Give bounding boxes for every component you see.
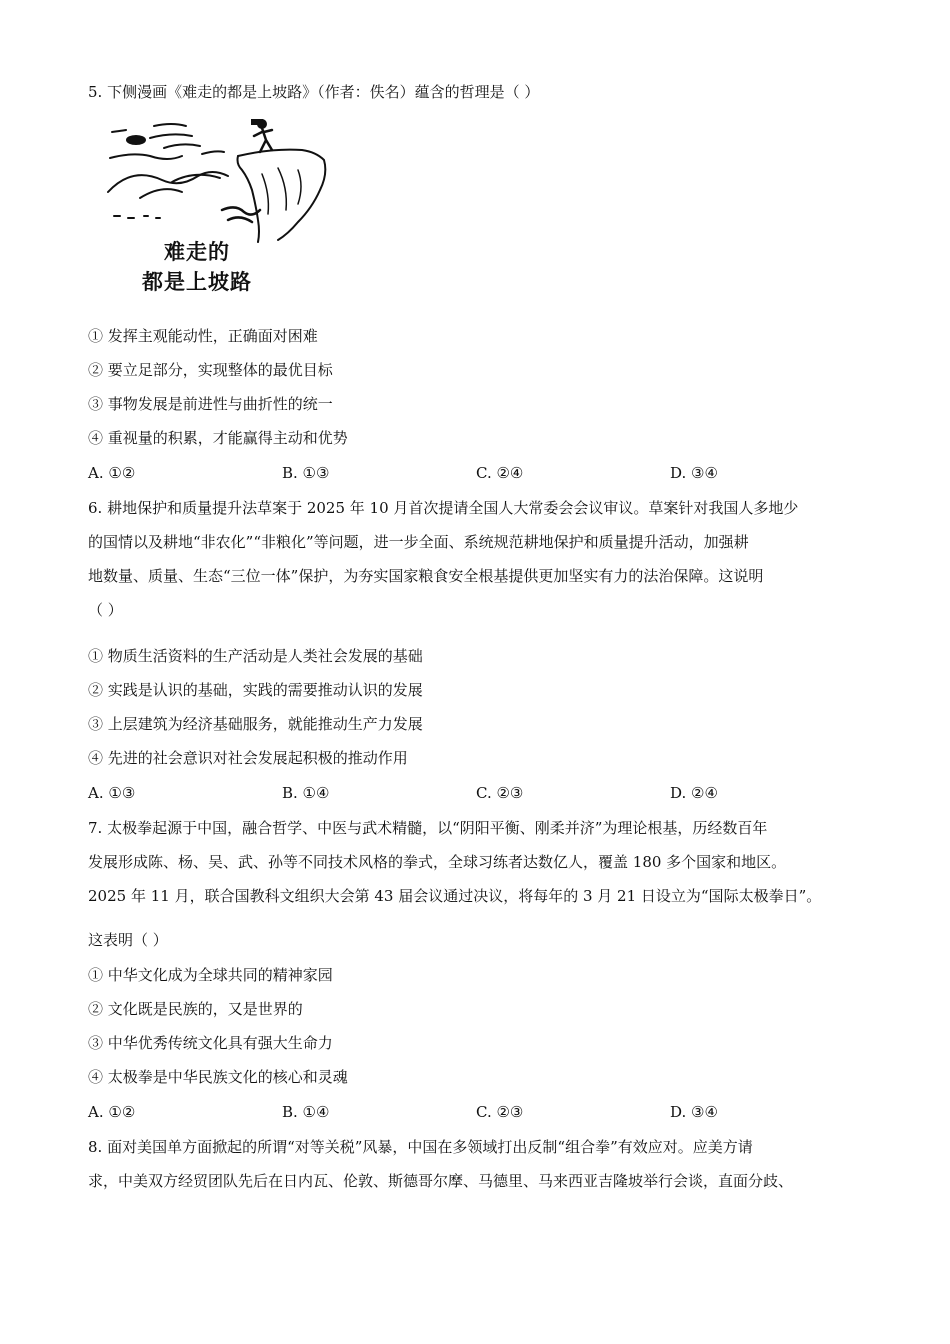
q5-option-c[interactable]: C. ②④ — [476, 464, 524, 482]
q7-stem-line-1: 7. 太极拳起源于中国，融合哲学、中医与武术精髓，以“阴阳平衡、刚柔并济”为理论根基，历经数百年 — [88, 819, 768, 837]
q6-stem-line-4: （ ） — [88, 601, 123, 619]
q7-item-1: ① 中华文化成为全球共同的精神家园 — [88, 966, 333, 984]
q7-option-b[interactable]: B. ①④ — [282, 1103, 330, 1121]
q5-option-b[interactable]: B. ①③ — [282, 464, 330, 482]
q6-item-1: ① 物质生活资料的生产活动是人类社会发展的基础 — [88, 647, 423, 665]
q7-stem-line-3: 2025 年 11 月，联合国教科文组织大会第 43 届会议通过决议，将每年的 3 月 21 日设立为“国际太极拳日”。 — [88, 887, 822, 905]
q6-stem-line-3: 地数量、质量、生态“三位一体”保护，为夯实国家粮食安全根基提供更加坚实有力的法治保障。这说明 — [88, 567, 764, 585]
q6-option-d[interactable]: D. ②④ — [670, 784, 718, 802]
q7-stem-line-4: 这表明（ ） — [88, 931, 168, 949]
q6-item-4: ④ 先进的社会意识对社会发展起积极的推动作用 — [88, 749, 408, 767]
q8-stem-line-2: 求，中美双方经贸团队先后在日内瓦、伦敦、斯德哥尔摩、马德里、马来西亚吉隆坡举行会谈，直面分歧、 — [88, 1172, 794, 1190]
q6-item-3: ③ 上层建筑为经济基础服务，就能推动生产力发展 — [88, 715, 423, 733]
q7-item-2: ② 文化既是民族的，又是世界的 — [88, 1000, 303, 1018]
q6-option-a[interactable]: A. ①③ — [88, 784, 136, 802]
q5-item-1: ① 发挥主观能动性，正确面对困难 — [88, 327, 318, 345]
q7-option-d[interactable]: D. ③④ — [670, 1103, 718, 1121]
q5-item-4: ④ 重视量的积累，才能赢得主动和优势 — [88, 429, 348, 447]
q7-item-4: ④ 太极拳是中华民族文化的核心和灵魂 — [88, 1068, 348, 1086]
q7-option-c[interactable]: C. ②③ — [476, 1103, 524, 1121]
q7-option-a[interactable]: A. ①② — [88, 1103, 136, 1121]
q5-option-d[interactable]: D. ③④ — [670, 464, 718, 482]
q7-stem-line-2: 发展形成陈、杨、吴、武、孙等不同技术风格的拳式，全球习练者达数亿人，覆盖 180 多个国家和地区。 — [88, 853, 787, 871]
q5-item-3: ③ 事物发展是前进性与曲折性的统一 — [88, 395, 333, 413]
q5-stem: 5. 下侧漫画《难走的都是上坡路》（作者：佚名）蕴含的哲理是（ ） — [88, 83, 540, 101]
q6-stem-line-2: 的国情以及耕地“非农化”“非粮化”等问题，进一步全面、系统规范耕地保护和质量提升活动，加强耕 — [88, 533, 749, 551]
cartoon-caption-line1: 难走的 — [164, 240, 230, 264]
cartoon-caption-line2: 都是上坡路 — [142, 270, 252, 294]
q6-item-2: ② 实践是认识的基础，实践的需要推动认识的发展 — [88, 681, 423, 699]
q5-option-a[interactable]: A. ①② — [88, 464, 136, 482]
q5-item-2: ② 要立足部分，实现整体的最优目标 — [88, 361, 333, 379]
cartoon-figure — [102, 114, 332, 304]
q6-stem-line-1: 6. 耕地保护和质量提升法草案于 2025 年 10 月首次提请全国人大常委会会议审议。草案针对我国人多地少 — [88, 499, 799, 517]
q8-stem-line-1: 8. 面对美国单方面掀起的所谓“对等关税”风暴，中国在多领域打出反制“组合拳”有效应对。应美方请 — [88, 1138, 753, 1156]
q6-option-c[interactable]: C. ②③ — [476, 784, 524, 802]
q6-option-b[interactable]: B. ①④ — [282, 784, 330, 802]
q7-item-3: ③ 中华优秀传统文化具有强大生命力 — [88, 1034, 333, 1052]
